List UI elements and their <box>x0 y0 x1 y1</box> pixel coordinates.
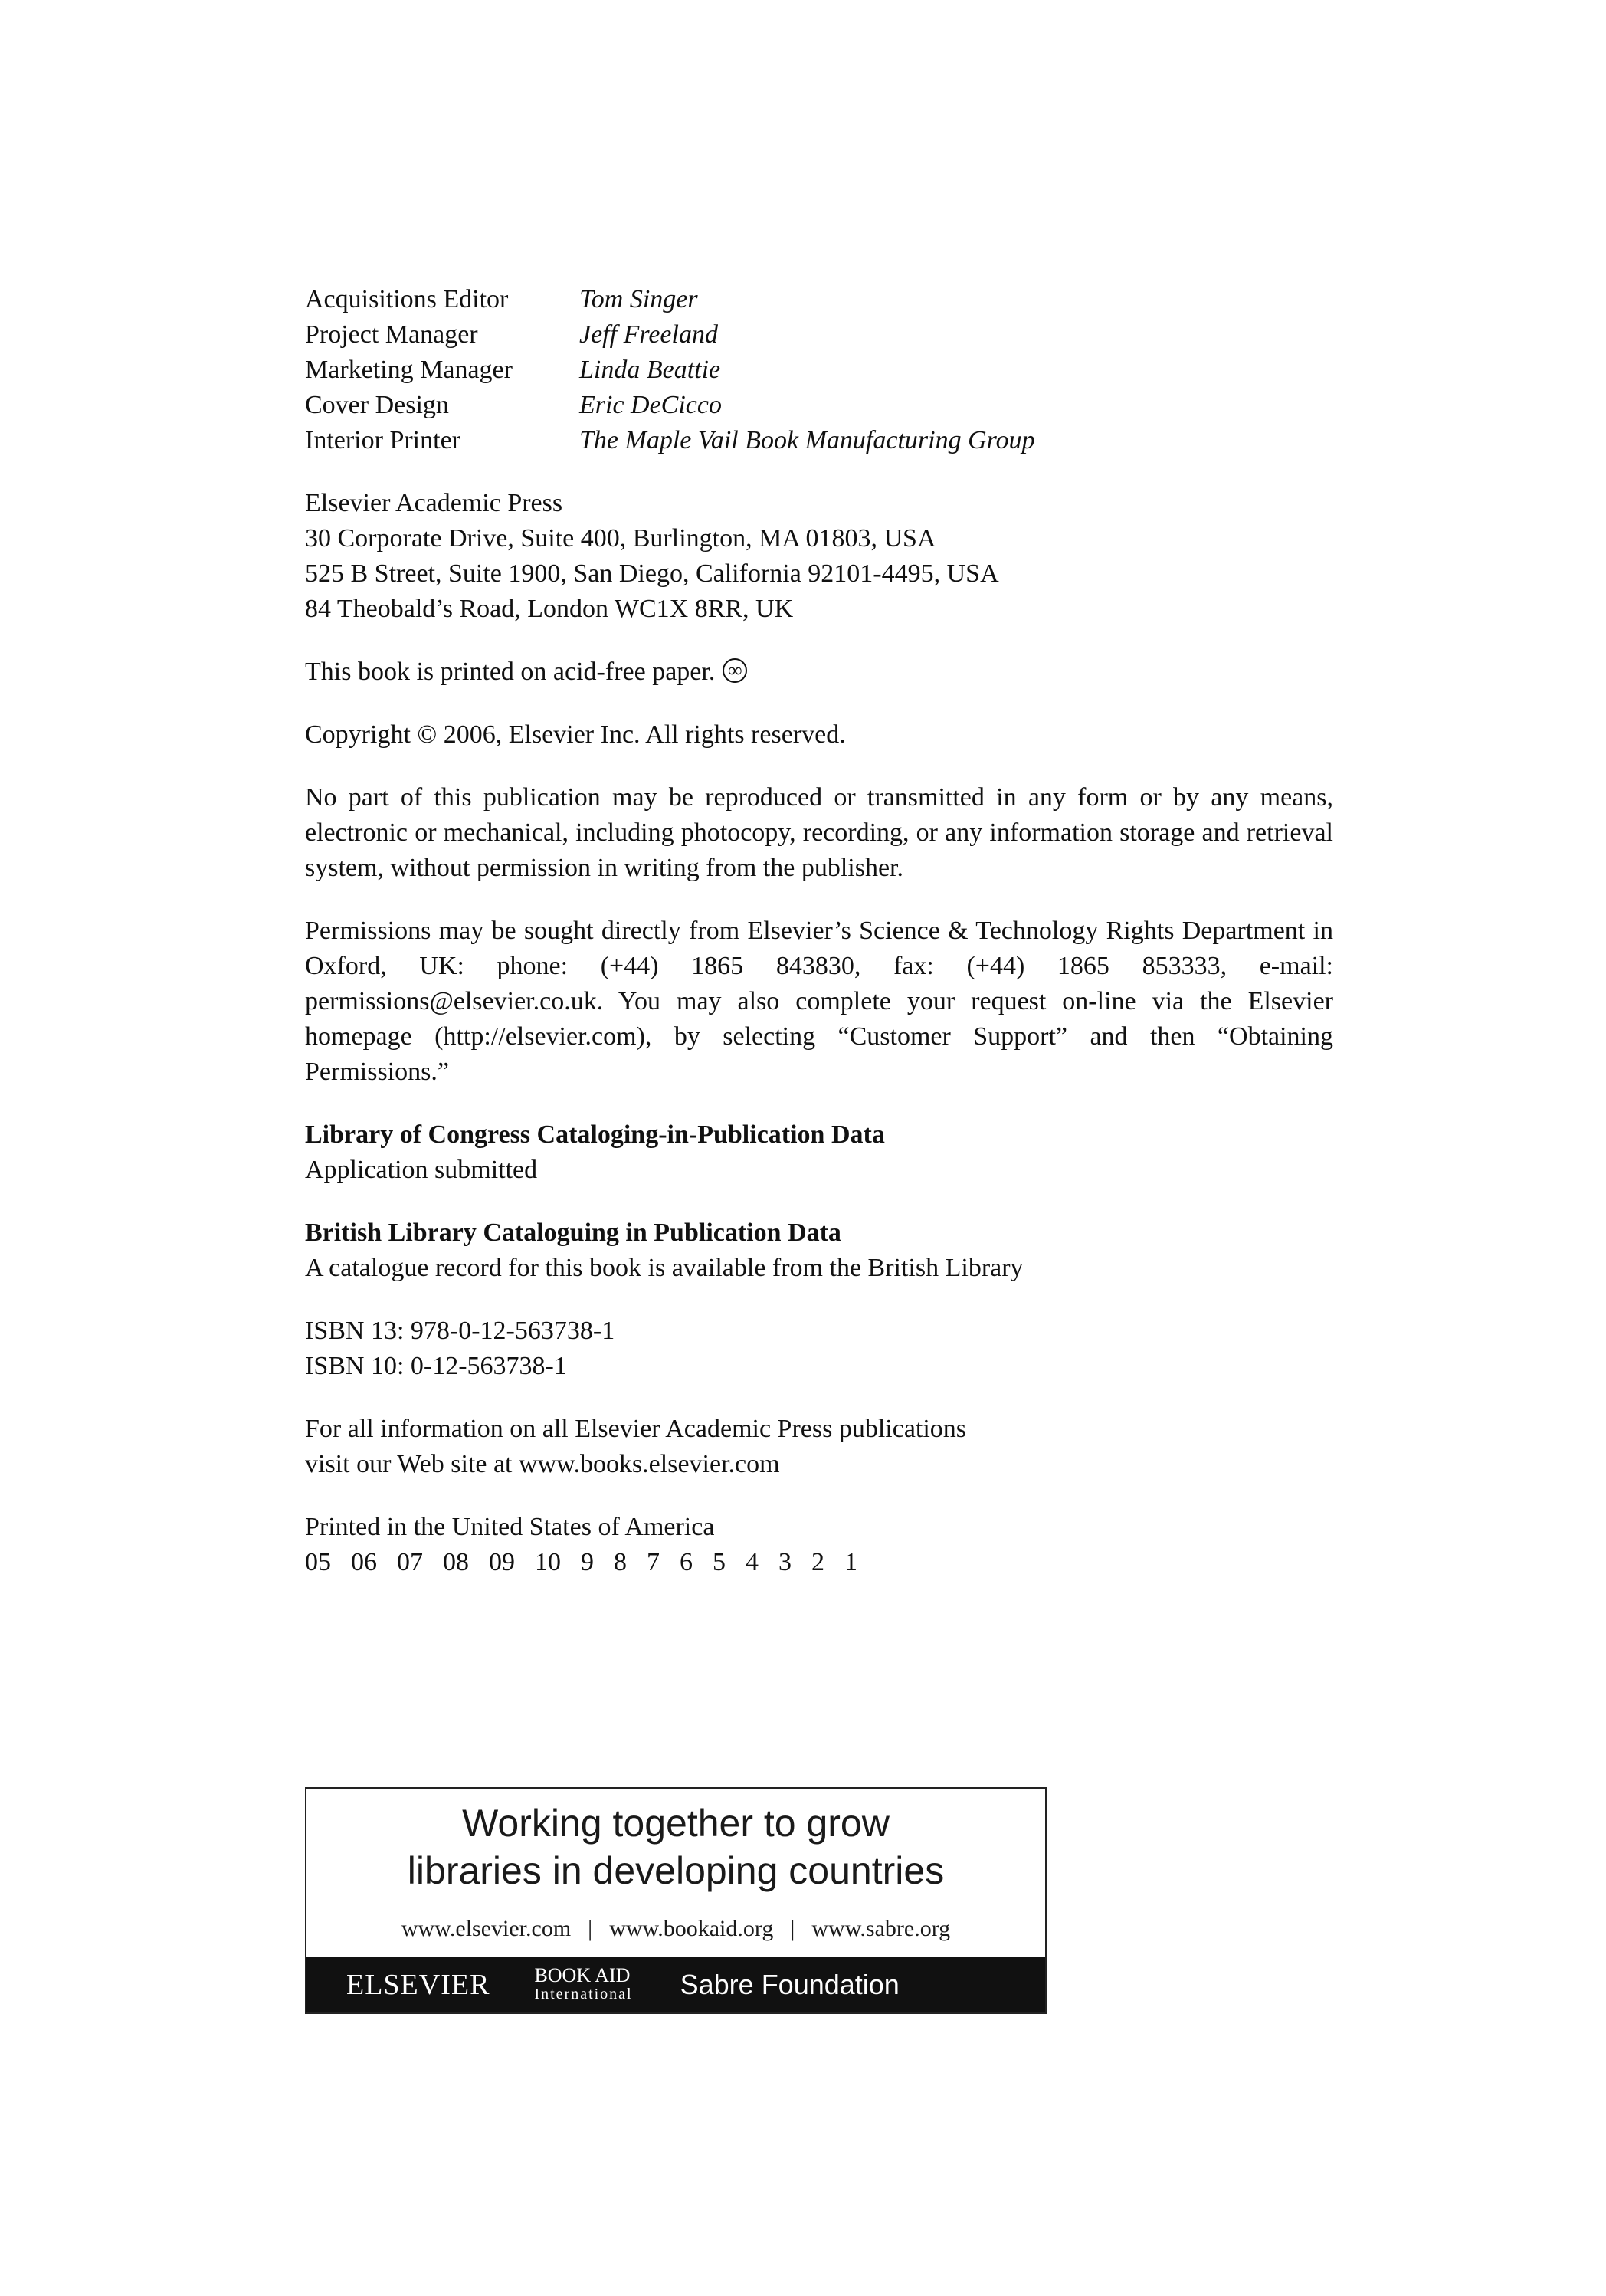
credit-role: Interior Printer <box>305 426 460 454</box>
publisher-name: Elsevier Academic Press <box>305 489 563 517</box>
info-line: For all information on all Elsevier Academic Press publications <box>305 1415 967 1443</box>
print-number: 7 <box>647 1548 660 1576</box>
banner-logo-strip <box>306 1957 1045 2012</box>
no-part-paragraph: No part of this publication may be reproduced or transmitted in any form or by any means, electronic or mechanical, including photocopy, recording, or any information storage and retrieval system, without permission in writing from the publisher. <box>305 783 1333 882</box>
print-number: 5 <box>713 1548 726 1576</box>
banner-title-line: libraries in developing countries <box>407 1849 945 1892</box>
address-line: 525 B Street, Suite 1900, San Diego, California 92101-4495, USA <box>305 559 999 588</box>
book-aid-logo <box>534 1966 632 2003</box>
loc-section <box>305 1117 1333 1188</box>
copyright-page <box>305 282 1333 1580</box>
banner-links <box>306 1916 1045 1942</box>
loc-text: Application submitted <box>305 1156 538 1184</box>
book-aid-logo-line: International <box>534 1986 633 2002</box>
print-number: 6 <box>680 1548 693 1576</box>
printing-section <box>305 1510 1333 1580</box>
credits-list <box>305 282 1333 458</box>
copyright-notice: Copyright © 2006, Elsevier Inc. All rights reserved. <box>305 720 846 749</box>
permissions-paragraph: Permissions may be sought directly from Elsevier’s Science & Technology Rights Department in Oxford, UK: phone: (+44) 1865 843830, fax: (+44) 1865 853333, e-mail: permissions@elsevier.co.uk. You may also complete your request on-line via the Elsevier homepage (http://elsevier.com), by selecting “Customer Support” and then “Obtaining Permissions.” <box>305 917 1333 1086</box>
banner-link-elsevier[interactable]: www.elsevier.com <box>401 1916 572 1941</box>
book-aid-logo-line: BOOK AID <box>534 1964 631 1986</box>
bl-text: A catalogue record for this book is available from the British Library <box>305 1254 1024 1282</box>
link-separator: | <box>790 1916 795 1941</box>
bl-section <box>305 1215 1333 1286</box>
print-number: 4 <box>746 1548 759 1576</box>
credit-name: Eric DeCicco <box>579 391 722 419</box>
print-number: 8 <box>614 1548 627 1576</box>
print-number: 05 <box>305 1548 331 1576</box>
credit-role: Marketing Manager <box>305 356 513 384</box>
info-section <box>305 1412 1333 1482</box>
print-number: 08 <box>443 1548 469 1576</box>
loc-heading: Library of Congress Cataloging-in-Publication Data <box>305 1120 885 1149</box>
book-aid-banner <box>305 1787 1047 2014</box>
acid-free-notice <box>305 654 1333 690</box>
acid-free-text: This book is printed on acid-free paper. <box>305 658 716 686</box>
banner-link-sabre[interactable]: www.sabre.org <box>811 1916 951 1941</box>
print-number: 10 <box>535 1548 561 1576</box>
bl-heading: British Library Cataloguing in Publication Data <box>305 1219 841 1247</box>
credit-role: Cover Design <box>305 391 449 419</box>
print-number: 3 <box>778 1548 792 1576</box>
address-line: 84 Theobald’s Road, London WC1X 8RR, UK <box>305 595 794 623</box>
credit-name: Linda Beattie <box>579 356 721 384</box>
print-number: 09 <box>489 1548 515 1576</box>
link-separator: | <box>588 1916 593 1941</box>
isbn-13: ISBN 13: 978-0-12-563738-1 <box>305 1317 615 1345</box>
credit-name: Tom Singer <box>579 285 698 313</box>
printed-in: Printed in the United States of America <box>305 1513 715 1541</box>
banner-title <box>306 1799 1045 1894</box>
sabre-foundation-logo: Sabre Foundation <box>680 1969 900 2000</box>
print-number: 9 <box>581 1548 594 1576</box>
elsevier-logo: ELSEVIER <box>346 1969 490 2001</box>
publisher-address <box>305 486 1333 627</box>
isbn-10: ISBN 10: 0-12-563738-1 <box>305 1352 567 1380</box>
banner-title-line: Working together to grow <box>462 1802 890 1845</box>
print-number: 07 <box>397 1548 423 1576</box>
credit-role: Acquisitions Editor <box>305 285 509 313</box>
print-number-line <box>305 1545 1333 1580</box>
address-line: 30 Corporate Drive, Suite 400, Burlington, MA 01803, USA <box>305 524 936 553</box>
isbn-section <box>305 1314 1333 1384</box>
banner-link-bookaid[interactable]: www.bookaid.org <box>609 1916 774 1941</box>
credit-role: Project Manager <box>305 320 478 349</box>
print-number: 1 <box>844 1548 857 1576</box>
credit-name: Jeff Freeland <box>579 320 718 349</box>
acid-free-paper-icon <box>723 658 747 683</box>
print-number: 2 <box>811 1548 824 1576</box>
info-line: visit our Web site at www.books.elsevier.com <box>305 1450 780 1478</box>
credit-name: The Maple Vail Book Manufacturing Group <box>579 426 1035 454</box>
print-number: 06 <box>351 1548 377 1576</box>
